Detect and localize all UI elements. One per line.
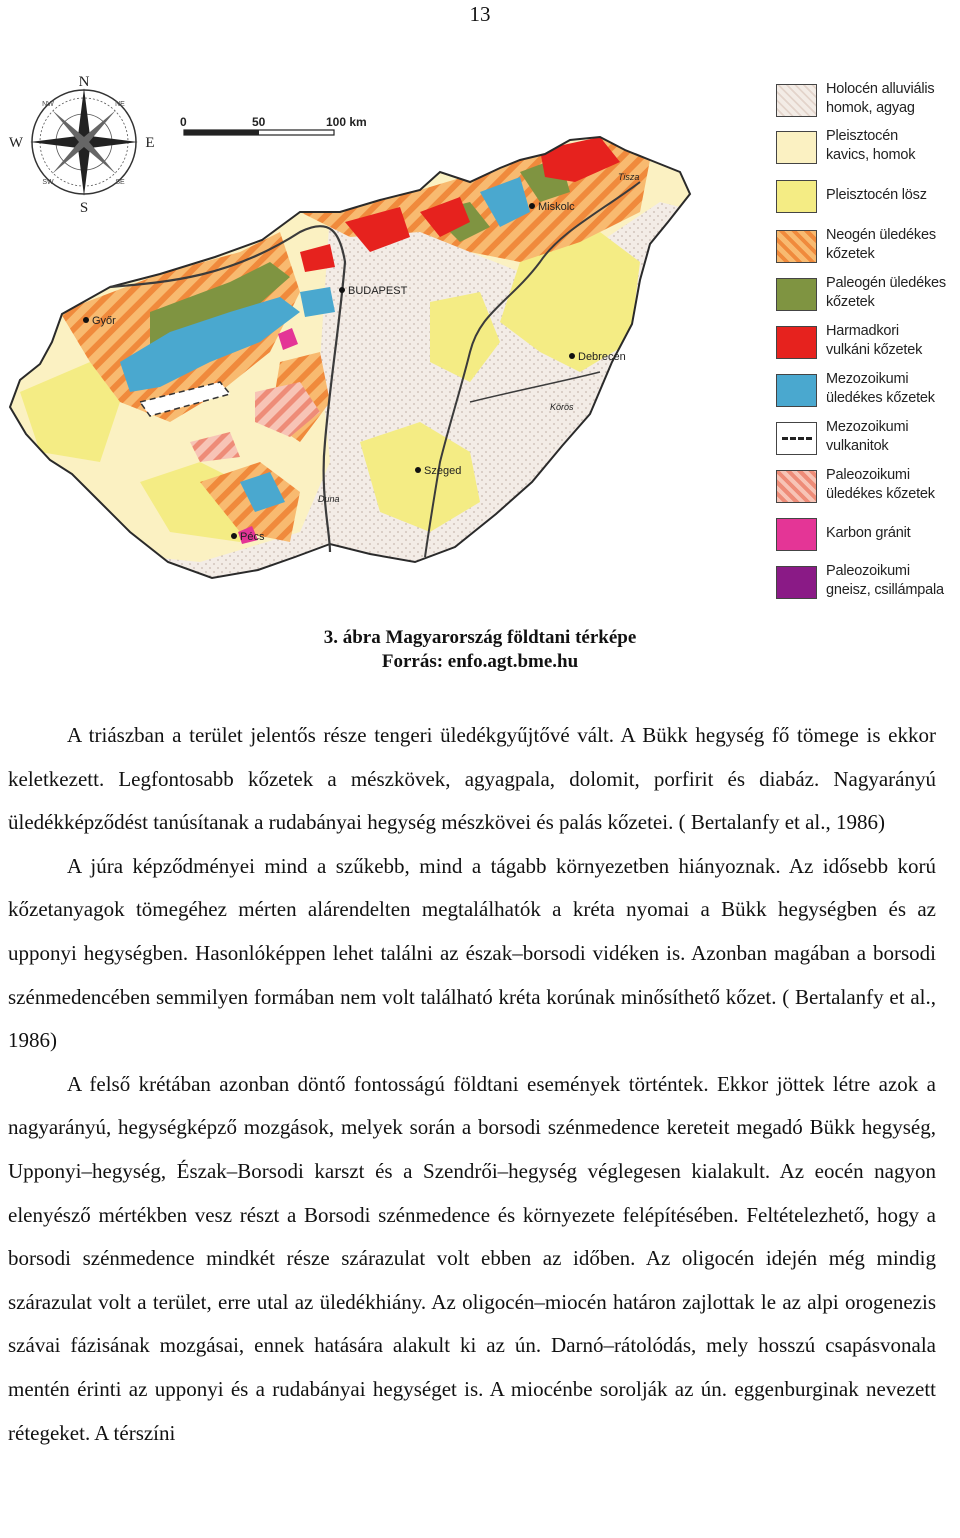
legend-label: Paleogén üledékes kőzetek [826, 275, 946, 310]
paragraph-cretaceous: A felső krétában azonban döntő fontosságú földtani események történtek. Ekkor jöttek létre azok a nagyarányú, hegységképző mozgások, melyek során a borsodi szénmedence kereteit megadó Bükk hegység, Upponyi–hegység, Észak–Borsodi karszt és a Szendrői–hegység véglegesen kialakult. Az eocén nagyon elenyésző mértékben vesz részt a Borsodi szénmedence és környezete felépítésében. Feltételezhető, hogy a borsodi szénmedence mindkét része szárazulat volt ebben az időben. Az oligocén idején még mindig szárazulat volt a terület, erre utal az üledékhiány. Az oligocén–miocén határon zajlottak le az alpi orogenezis szávai fázisának mozgásai, ennek hatására alakult ki az ún. Darnó–rátolódás, mely hosszú csapásvonala mentén érinti az upponyi és a rudabányai hegységet is. A miocénbe sorolják az ún. eggenburginak nevezett rétegeket. A térszíni [8, 1071, 936, 1445]
city-szeged: Szeged [424, 465, 462, 477]
legend-item-carbon-granite [776, 514, 960, 558]
compass-ne: NE [115, 101, 125, 108]
legend-item-neogene [776, 226, 960, 270]
legend-item-tertiary-volcanic [776, 322, 960, 366]
paragraph-jurassic: A júra képződményei mind a szűkebb, mind a tágabb környezetben hiányoznak. Az idősebb korú kőzetanyagok tömegéhez mérten alárendelten megtalálhatók a kréta nyomai a Bükk hegységben és az upponyi hegységben. Hasonlóképpen lehet találni az észak–borsodi vidéken is. Azonban magában a borsodi szénmedencében semmilyen formában nem volt található kréta korúnak minősíthető kőzet. ( Bertalanfy et al., 1986) [8, 853, 936, 1053]
legend-swatch [776, 374, 817, 407]
legend-label: Neogén üledékes kőzetek [826, 227, 936, 262]
scale-label-50: 50 [252, 115, 266, 129]
legend-item-holocene [776, 80, 960, 124]
legend-swatch [776, 84, 817, 117]
compass-sw: SW [42, 179, 54, 186]
legend-label: Holocén alluviális homok, agyag [826, 81, 935, 116]
legend-item-paleogene [776, 274, 960, 318]
compass-n: N [78, 74, 90, 90]
river-label-koros: Körös [550, 402, 574, 412]
legend-swatch [776, 566, 817, 599]
paragraph-triassic: A triászban a terület jelentős része tengeri üledékgyűjtővé vált. A Bükk hegység fő tömege is ekkor keletkezett. Legfontosabb kőzetek a mészkövek, agyagpala, dolomit, porfirit és diabáz. Nagyarányú üledékképződést tanúsítanak a rudabányai hegység mészkövei és palás kőzetei. ( Bertalanfy et al., 1986) [8, 723, 936, 835]
caption-title: 3. ábra Magyarország földtani térképe [323, 627, 637, 648]
legend-swatch [776, 131, 817, 164]
river-label-tisza: Tisza [618, 172, 640, 182]
compass-e: E [145, 135, 155, 151]
legend-item-mesozoic-sedimentary [776, 370, 960, 414]
legend-item-pleistocene-gravel [776, 127, 960, 171]
scale-label-0: 0 [180, 115, 187, 129]
body-text [8, 714, 936, 1455]
legend-label: Mezozoikumi vulkanitok [826, 419, 909, 454]
legend-label: Paleozoikumi gneisz, csillámpala [826, 563, 944, 598]
city-miskolc: Miskolc [538, 201, 575, 213]
city-debrecen: Debrecen [578, 351, 626, 363]
city-gyor: Győr [92, 315, 116, 327]
city-budapest: BUDAPEST [348, 285, 408, 297]
legend-swatch [776, 470, 817, 503]
legend-label: Karbon gránit [826, 525, 911, 541]
caption-source: Forrás: enfo.agt.bme.hu [381, 651, 579, 672]
legend-label: Pleisztocén lösz [826, 187, 927, 203]
legend-item-gneiss [776, 562, 960, 606]
river-label-duna: Duna [318, 494, 340, 504]
legend-item-mesozoic-volcanics [776, 418, 960, 462]
legend-label: Mezozoikumi üledékes kőzetek [826, 371, 935, 406]
legend-swatch [776, 326, 817, 359]
compass-w: W [8, 135, 24, 151]
compass-nw: NW [42, 101, 54, 108]
figure-caption [0, 626, 960, 674]
scale-label-100km: 100 km [326, 115, 367, 129]
dashed-line-icon [782, 437, 812, 440]
city-pecs: Pécs [240, 531, 265, 543]
page-number: 13 [469, 2, 491, 26]
legend-label: Paleozoikumi üledékes kőzetek [826, 467, 935, 502]
legend-item-loess [776, 176, 960, 220]
legend-swatch [776, 518, 817, 551]
legend-swatch [776, 278, 817, 311]
legend-label: Harmadkori vulkáni kőzetek [826, 323, 923, 358]
legend-label: Pleisztocén kavics, homok [826, 128, 916, 163]
compass-se: SE [115, 179, 125, 186]
legend-swatch [776, 230, 817, 263]
legend-item-paleozoic-sedimentary [776, 466, 960, 510]
legend-swatch [776, 180, 817, 213]
geological-map [0, 62, 960, 617]
compass-rose-icon [9, 74, 155, 216]
legend-swatch [776, 422, 817, 455]
compass-s: S [79, 200, 89, 216]
scale-bar [180, 115, 367, 135]
